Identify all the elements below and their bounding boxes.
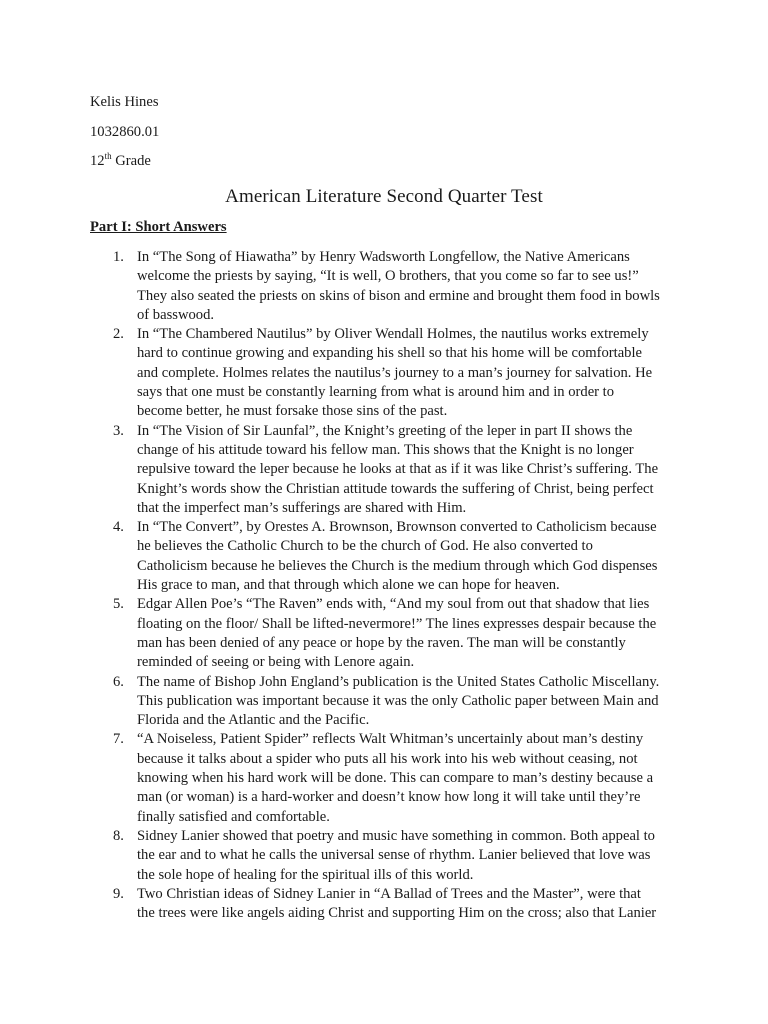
- answer-number: 8.: [113, 827, 124, 844]
- answer-text-line: and complete. Holmes relates the nautilus’s journey to a man’s journey for salvation. He: [137, 364, 653, 381]
- answer-number: 6.: [113, 673, 124, 690]
- answer-item: [90, 827, 682, 885]
- answer-number: 7.: [113, 731, 124, 748]
- answer-text-line: knowing when his hard work will be done. This can compare to man’s destiny because a: [137, 770, 654, 787]
- grade-line: [90, 152, 151, 171]
- answer-text-line: Knight’s words show the Christian attitude towards the suffering of Christ, being perfect: [137, 480, 654, 497]
- answer-text-line: Sidney Lanier showed that poetry and music have something in common. Both appeal to: [137, 827, 655, 844]
- grade-number: 12: [90, 153, 105, 169]
- answer-text-line: the sole hope of healing for the spiritual ills of this world.: [137, 866, 474, 883]
- answer-number: 1.: [113, 249, 124, 265]
- answer-number: 3.: [113, 422, 124, 439]
- answer-text-line: Edgar Allen Poe’s “The Raven” ends with, “And my soul from out that shadow that lies: [137, 596, 650, 613]
- answer-text-line: that the imperfect man’s sufferings are shared with Him.: [137, 499, 467, 516]
- answer-item: [90, 518, 682, 595]
- answer-text-line: In “The Chambered Nautilus” by Oliver Wendall Holmes, the nautilus works extremely: [137, 326, 649, 343]
- answer-text-line: man (or woman) is a hard-worker and doesn’t know how long it will take until they’re: [137, 789, 641, 806]
- student-name: Kelis Hines: [90, 94, 159, 110]
- answer-text-line: says that one must be constantly learning from what is around him and in order to: [137, 384, 615, 401]
- answer-text-line: repulsive toward the leper because he looks at that as if it was like Christ’s suffering. The: [137, 461, 659, 478]
- answer-text-line: “A Noiseless, Patient Spider” reflects Walt Whitman’s uncertainly about man’s destiny: [137, 731, 644, 748]
- answer-text-line: the trees were like angels aiding Christ and supporting Him on the cross; also that Lanier: [137, 905, 657, 922]
- answer-text-line: The name of Bishop John England’s publication is the United States Catholic Miscellany.: [137, 673, 660, 690]
- answer-text-line: His grace to man, and that through which alone we can hope for heaven.: [137, 577, 560, 594]
- answer-text-line: This publication was important because it was the only Catholic paper between Main and: [137, 692, 659, 709]
- answer-text-line: Catholicism because he believes the Church is the medium through which God dispenses: [137, 557, 658, 574]
- answer-item: [90, 422, 682, 518]
- answer-text-line: welcome the priests by saying, “It is well, O brothers, that you come so far to see us!”: [137, 268, 639, 285]
- grade-suffix: th: [104, 151, 112, 162]
- answer-item: [90, 595, 682, 672]
- answer-text-line: the ear and to what he calls the universal sense of rhythm. Lanier believed that love was: [137, 847, 651, 864]
- answer-text-line: They also seated the priests on skins of bison and ermine and brought them food in bowls: [137, 287, 660, 304]
- answer-text-line: finally satisfied and comfortable.: [137, 808, 330, 825]
- answer-text-line: hard to continue growing and expanding his shell so that his home will be comfortable: [137, 345, 643, 362]
- answer-item: [90, 730, 682, 826]
- answer-text-line: he believes the Catholic Church to be the church of God. He also converted to: [137, 538, 593, 555]
- answers-list: [90, 248, 682, 923]
- student-id: 1032860.01: [90, 124, 160, 140]
- answer-number: 9.: [113, 885, 124, 902]
- answer-text-line: become better, he must forsake those sins of the past.: [137, 403, 448, 420]
- answer-text-line: In “The Vision of Sir Launfal”, the Knight’s greeting of the leper in part II shows the: [137, 422, 633, 439]
- answer-text-line: of basswood.: [137, 306, 215, 323]
- document-title: American Literature Second Quarter Test: [225, 186, 543, 207]
- answer-text-line: reminded of seeing or being with Lenore again.: [137, 654, 415, 671]
- answer-item: [90, 885, 682, 924]
- answer-text-line: man has been denied of any peace or hope by the raven. The man will be constantly: [137, 634, 626, 651]
- answer-text-line: In “The Song of Hiawatha” by Henry Wadsworth Longfellow, the Native Americans: [137, 249, 630, 265]
- answer-item: [90, 325, 682, 421]
- answer-text-line: because it talks about a spider who puts all his work into his web without ceasing, not: [137, 750, 638, 767]
- answer-item: [90, 248, 682, 325]
- answer-text-line: Florida and the Atlantic and the Pacific.: [137, 712, 370, 729]
- answer-number: 2.: [113, 326, 124, 343]
- answer-text-line: In “The Convert”, by Orestes A. Brownson, Brownson converted to Catholicism because: [137, 519, 657, 536]
- answer-text-line: change of his attitude toward his fellow man. This shows that the Knight is no longer: [137, 441, 634, 458]
- grade-label: Grade: [111, 153, 151, 169]
- answer-number: 4.: [113, 519, 124, 536]
- answer-text-line: Two Christian ideas of Sidney Lanier in “A Ballad of Trees and the Master”, were that: [137, 885, 641, 902]
- section-heading: Part I: Short Answers: [90, 219, 227, 235]
- answer-number: 5.: [113, 596, 124, 613]
- answer-item: [90, 673, 682, 731]
- answer-text-line: floating on the floor/ Shall be lifted-nevermore!” The lines expresses despair because the: [137, 615, 657, 632]
